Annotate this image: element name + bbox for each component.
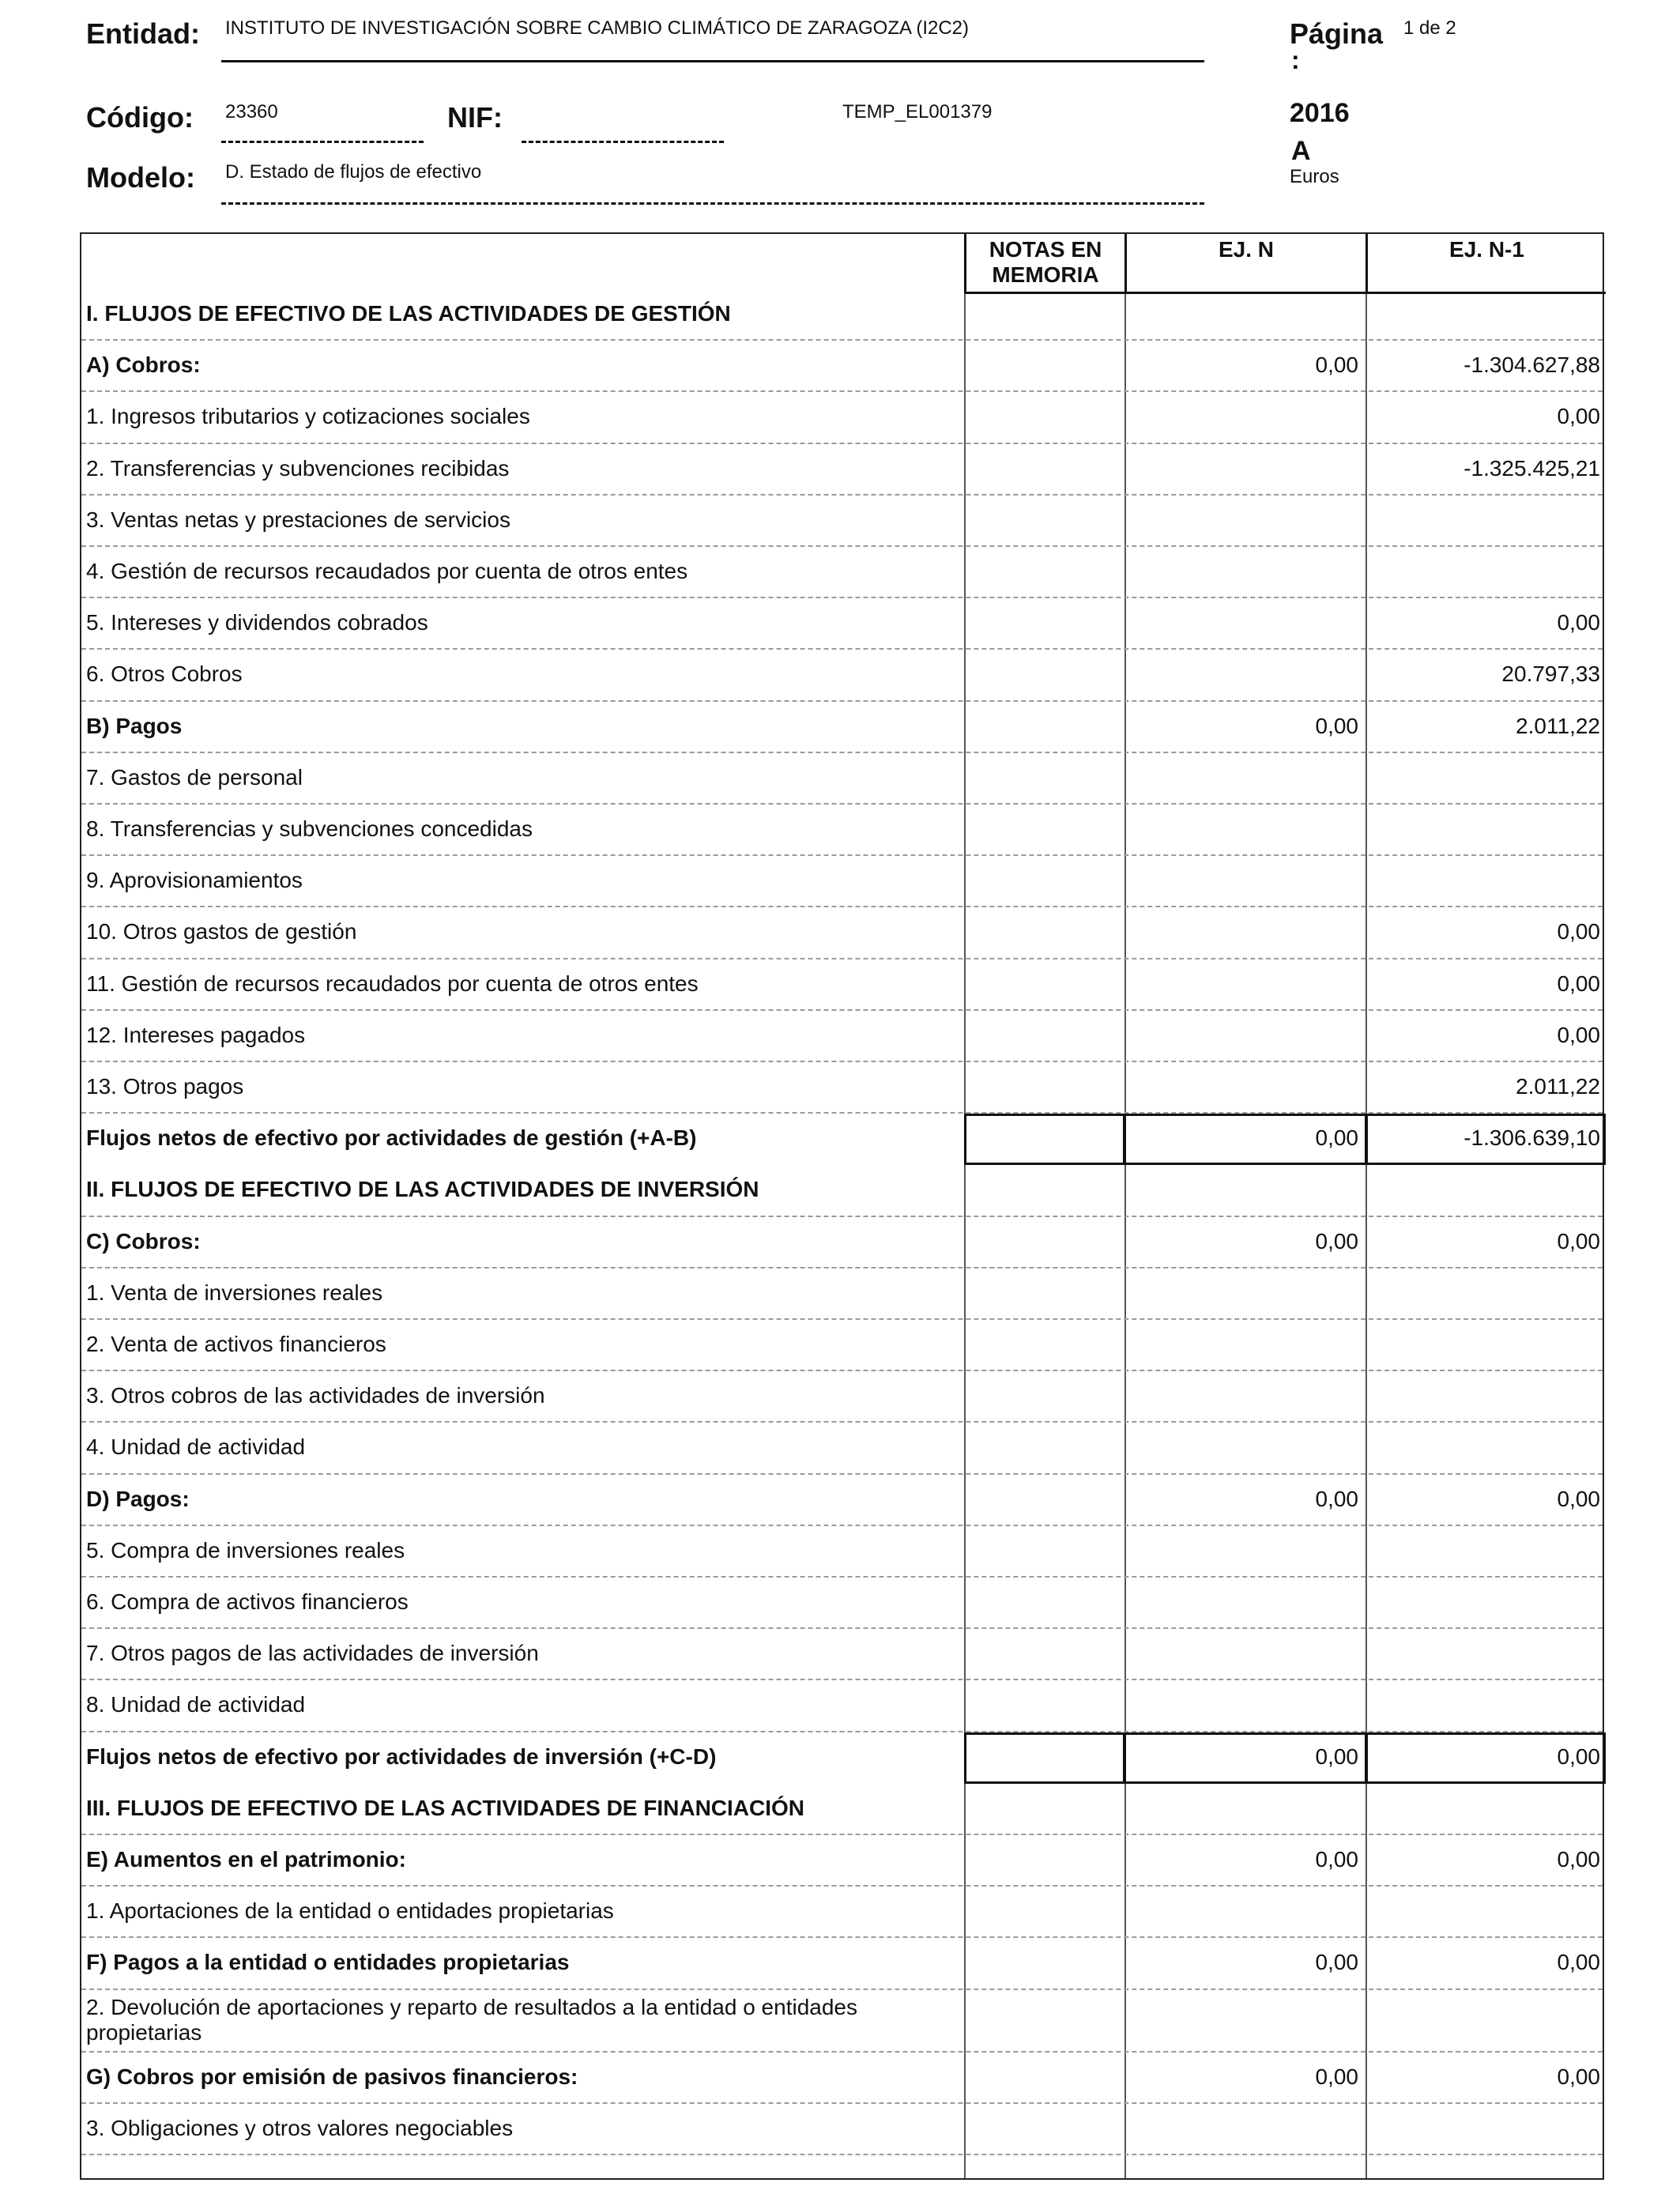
row-label: II. FLUJOS DE EFECTIVO DE LAS ACTIVIDADES DE INVERSIÓN: [86, 1177, 759, 1202]
cash-flow-table: [80, 232, 1604, 2180]
table-row: [81, 1165, 1603, 1216]
row-value-ejn: 0,00: [1315, 2064, 1358, 2089]
table-row: [81, 1629, 1603, 1680]
nif-underline: [522, 141, 724, 143]
row-value-ejn1: 2.011,22: [1516, 713, 1600, 738]
entidad-underline: [221, 60, 1204, 62]
row-label: G) Cobros por emisión de pasivos financieros:: [86, 2064, 578, 2089]
row-label: 8. Unidad de actividad: [86, 1692, 306, 1717]
row-value-ejn1: 0,00: [1557, 1486, 1600, 1511]
row-label: B) Pagos: [86, 713, 183, 738]
table-row: [81, 1887, 1603, 1938]
codigo-underline: [221, 141, 424, 143]
col-header-ejn: EJ. N: [1124, 234, 1365, 294]
row-label: 6. Compra de activos financieros: [86, 1589, 409, 1614]
table-row: [81, 1475, 1603, 1526]
row-label: 1. Ingresos tributarios y cotizaciones sociales: [86, 404, 530, 429]
row-label: 3. Ventas netas y prestaciones de servicios: [86, 507, 510, 532]
table-row: [81, 702, 1603, 753]
row-label: 1. Venta de inversiones reales: [86, 1280, 383, 1305]
row-value-ejn: 0,00: [1315, 1125, 1358, 1151]
row-value-ejn: 0,00: [1315, 1950, 1358, 1975]
row-label: 13. Otros pagos: [86, 1074, 244, 1099]
row-label: III. FLUJOS DE EFECTIVO DE LAS ACTIVIDADES DE FINANCIACIÓN: [86, 1795, 805, 1820]
table-row: [81, 1320, 1603, 1371]
table-row: [81, 496, 1603, 547]
table-row: [81, 650, 1603, 701]
modelo-underline: [221, 202, 1204, 205]
table-row: [81, 1217, 1603, 1269]
nif-value: TEMP_EL001379: [842, 101, 993, 123]
table-row: [81, 598, 1603, 650]
entidad-value: INSTITUTO DE INVESTIGACIÓN SOBRE CAMBIO CLIMÁTICO DE ZARAGOZA (I2C2): [225, 17, 970, 39]
row-value-ejn1: 0,00: [1557, 1022, 1600, 1047]
row-value-ejn1: 0,00: [1557, 1744, 1600, 1769]
table-row: [81, 2053, 1603, 2104]
table-row: [81, 753, 1603, 805]
row-label: 4. Unidad de actividad: [86, 1434, 306, 1460]
table-row: [81, 959, 1603, 1011]
row-value-ejn: 0,00: [1315, 352, 1358, 378]
table-row: [81, 1578, 1603, 1629]
pagina-colon: :: [1291, 46, 1300, 74]
row-label: 3. Obligaciones y otros valores negociables: [86, 2115, 514, 2140]
table-row: [81, 907, 1603, 959]
year: 2016: [1290, 98, 1350, 128]
row-label: I. FLUJOS DE EFECTIVO DE LAS ACTIVIDADES DE GESTIÓN: [86, 301, 731, 326]
table-total-row: [81, 1114, 1603, 1165]
table-row: [81, 1371, 1603, 1423]
modelo-value: D. Estado de flujos de efectivo: [225, 161, 482, 183]
row-value-ejn: 0,00: [1315, 1744, 1358, 1769]
table-total-row: [81, 1732, 1603, 1784]
table-row: [81, 1526, 1603, 1578]
row-value-ejn1: 0,00: [1557, 919, 1600, 944]
row-label: Flujos netos de efectivo por actividades de gestión (+A-B): [86, 1125, 697, 1151]
table-row: [81, 547, 1603, 598]
row-value-ejn1: -1.304.627,88: [1463, 352, 1600, 378]
row-value-ejn: 0,00: [1315, 1486, 1358, 1511]
table-row: [81, 2104, 1603, 2155]
row-label: 1. Aportaciones de la entidad o entidades propietarias: [86, 1898, 614, 1924]
row-label: 3. Otros cobros de las actividades de inversión: [86, 1383, 545, 1408]
row-value-ejn1: 0,00: [1557, 1228, 1600, 1253]
table-row: [81, 1680, 1603, 1732]
table-row: [81, 341, 1603, 392]
row-label: 10. Otros gastos de gestión: [86, 919, 357, 944]
codigo-value: 23360: [225, 101, 278, 123]
row-label: 5. Compra de inversiones reales: [86, 1537, 405, 1563]
table-row: [81, 805, 1603, 856]
row-label: 6. Otros Cobros: [86, 662, 243, 687]
year-suffix: A: [1291, 136, 1311, 166]
row-value-ejn1: 0,00: [1557, 404, 1600, 429]
codigo-label: Código:: [86, 101, 194, 134]
row-label: C) Cobros:: [86, 1228, 201, 1253]
row-value-ejn1: 20.797,33: [1501, 662, 1600, 687]
row-label: A) Cobros:: [86, 352, 201, 378]
row-label: 11. Gestión de recursos recaudados por cuenta de otros entes: [86, 971, 699, 996]
row-value-ejn1: 0,00: [1557, 971, 1600, 996]
row-value-ejn1: -1.325.425,21: [1463, 455, 1600, 481]
row-label: 2. Devolución de aportaciones y reparto de resultados a la entidad o entidades propietarias: [86, 1994, 857, 2045]
row-label: 4. Gestión de recursos recaudados por cuenta de otros entes: [86, 559, 688, 583]
table-row: [81, 289, 1603, 341]
table-row: [81, 1062, 1603, 1114]
col-header-ejn1: EJ. N-1: [1365, 234, 1606, 294]
table-row: [81, 1011, 1603, 1062]
pagina-value: 1 de 2: [1403, 17, 1456, 39]
row-value-ejn1: 0,00: [1557, 1950, 1600, 1975]
row-label: D) Pagos:: [86, 1486, 190, 1511]
nif-label: NIF:: [447, 101, 503, 134]
row-label: 2. Transferencias y subvenciones recibidas: [86, 455, 510, 481]
row-label: 2. Venta de activos financieros: [86, 1332, 386, 1356]
currency-label: Euros: [1290, 166, 1339, 187]
total-box-notas: [964, 1732, 1125, 1784]
row-label: F) Pagos a la entidad o entidades propietarias: [86, 1950, 570, 1975]
pagina-label: Página: [1290, 17, 1384, 50]
table-row: [81, 392, 1603, 443]
row-label: Flujos netos de efectivo por actividades de inversión (+C-D): [86, 1744, 717, 1769]
entidad-label: Entidad:: [86, 17, 200, 50]
table-row: [81, 1835, 1603, 1887]
row-label: 7. Otros pagos de las actividades de inversión: [86, 1641, 539, 1666]
row-label: 8. Transferencias y subvenciones concedidas: [86, 816, 533, 841]
row-label: 7. Gastos de personal: [86, 764, 303, 790]
row-value-ejn1: 2.011,22: [1516, 1074, 1600, 1099]
row-value-ejn1: -1.306.639,10: [1463, 1125, 1600, 1151]
row-separator: [81, 2154, 1603, 2155]
row-value-ejn: 0,00: [1315, 1228, 1358, 1253]
table-row: [81, 1784, 1603, 1835]
row-value-ejn: 0,00: [1315, 713, 1358, 738]
modelo-label: Modelo:: [86, 161, 195, 194]
total-box-notas: [964, 1114, 1125, 1165]
table-row: [81, 1938, 1603, 1989]
row-label: 9. Aprovisionamientos: [86, 868, 303, 893]
table-row: [81, 1269, 1603, 1320]
table-row: [81, 444, 1603, 496]
row-value-ejn1: 0,00: [1557, 1847, 1600, 1872]
table-row: [81, 1990, 1603, 2053]
row-value-ejn: 0,00: [1315, 1847, 1358, 1872]
table-row: [81, 1423, 1603, 1474]
row-label: 5. Intereses y dividendos cobrados: [86, 610, 428, 635]
table-row: [81, 856, 1603, 907]
row-value-ejn1: 0,00: [1557, 2064, 1600, 2089]
col-header-notas: NOTAS EN MEMORIA: [964, 234, 1124, 294]
row-label: E) Aumentos en el patrimonio:: [86, 1847, 406, 1872]
row-value-ejn1: 0,00: [1557, 610, 1600, 635]
row-label: 12. Intereses pagados: [86, 1022, 306, 1047]
